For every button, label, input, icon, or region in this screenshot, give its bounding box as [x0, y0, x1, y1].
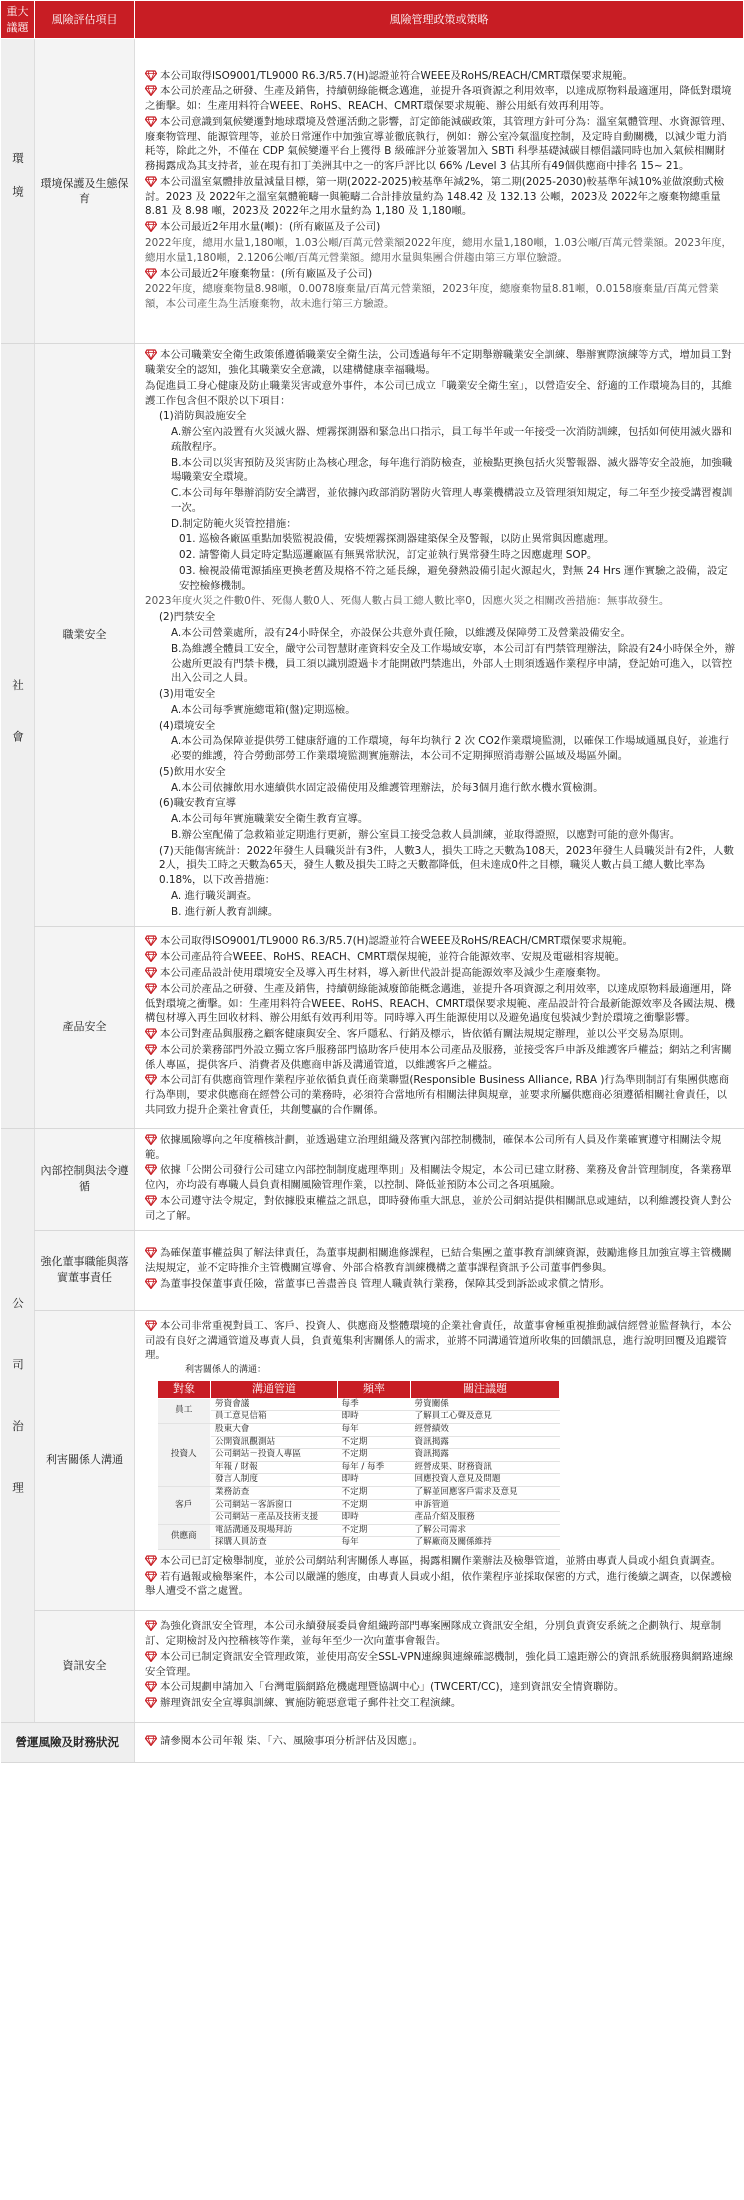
diamond-bullet-icon: [145, 1134, 157, 1145]
risk-item-stakeholder: 利害關係人溝通: [35, 1310, 135, 1610]
table-cell: 每季: [338, 1398, 411, 1411]
policy-workplace-safety: [135, 344, 744, 926]
policy-infosec: [135, 1610, 744, 1722]
diamond-bullet-icon: [145, 935, 157, 946]
table-row: [158, 1398, 560, 1411]
table-row: [158, 1486, 560, 1499]
paragraph-text: 本公司於業務部門外設立獨立客戶服務部門協助客戶使用本公司產品及服務，並接受客戶申訴及維護客戶權益；網站之利害關係人專區，提供客戶、消費者及供應商申訴及溝通管道，以維護客戶之權益。: [145, 1043, 732, 1071]
paragraph-text: 本公司產品設計使用環境安全及導入再生材料，導入新世代設計提高能源效率及減少生產廢棄物。: [160, 966, 607, 979]
policy-paragraph: [145, 1133, 736, 1163]
header-major-issue: 重大議題: [1, 1, 35, 39]
row-board: [1, 1230, 744, 1310]
policy-paragraph: [145, 115, 736, 174]
policy-paragraph: [145, 456, 736, 486]
paragraph-text: (7)天能傷害統計：2022年發生人員職災計有3件，人數3人，損失工時之天數為108天，2023年發生人員職災計有2件，人數2人，損失工時之天數為65天，發生人數及損失工時之天數都降低，但未達成0件之目標，職災人數占員工總人數比率為0.18%，以下改善措施：: [159, 844, 734, 887]
paragraph-text: 本公司於產品之研發、生產及銷售，持續朝綠能概念邁進，並提升各項資源之利用效率，以達成原物料最適運用，降低對環境之衝擊。如：生產用料符合WEEE、RoHS、REACH、CMRT環保要求規範、辦公用紙有效再利用等。: [145, 85, 732, 113]
stakeholder-header-cell: 頻率: [338, 1380, 411, 1398]
table-cell: 申訴管道: [411, 1499, 560, 1512]
risk-item-infosec: 資訊安全: [35, 1610, 135, 1722]
diamond-bullet-icon: [145, 221, 157, 232]
policy-paragraph: [145, 425, 736, 455]
diamond-bullet-icon: [145, 116, 157, 127]
diamond-bullet-icon: [145, 1044, 157, 1055]
paragraph-text: 本公司取得ISO9001/TL9000 R6.3/R5.7(H)認證並符合WEEE及RoHS/REACH/CMRT環保要求規範。: [160, 69, 633, 82]
paragraph-text: A.本公司每年實施職業安全衛生教育宣導。: [171, 813, 369, 826]
category-label: 環境: [11, 152, 26, 220]
policy-paragraph: [145, 69, 736, 84]
table-row: [158, 1499, 560, 1512]
table-row: [158, 1461, 560, 1474]
policy-paragraph: [145, 1043, 736, 1073]
table-cell: 公司網站－投資人專區: [211, 1449, 338, 1462]
policy-paragraph: [145, 517, 736, 532]
paragraph-text: A.辦公室內設置有火災滅火器、煙霧探測器和緊急出口指示，員工每半年或一年接受一次消防訓練，包括如何使用滅火器和疏散程序。: [171, 426, 732, 453]
table-cell: 即時: [338, 1512, 411, 1525]
risk-item-internal-control: 內部控制與法令遵循: [35, 1128, 135, 1230]
policy-paragraph: [145, 220, 736, 235]
policy-paragraph: [145, 765, 736, 780]
paragraph-text: B.為維護全體員工安全，嚴守公司智慧財產資料安全及工作場域安寧，本公司訂有門禁管理辦法，除設有24小時保全外，辦公處所更設有門禁卡機，員工須以識別證過卡才能開啟門禁進出，外部人士則須透過作業程序申請，登記始可進入，以管控出入公司之人員。: [171, 642, 735, 685]
policy-paragraph: [145, 687, 736, 702]
table-row: [158, 1474, 560, 1487]
stakeholder-group: 投資人: [158, 1423, 211, 1486]
paragraph-text: (5)飲用水安全: [159, 765, 226, 778]
row-workplace-safety: [1, 344, 744, 926]
diamond-bullet-icon: [145, 951, 157, 962]
paragraph-text: A.本公司依據飲用水連續供水固定設備使用及維護管理辦法，於每3個月進行飲水機水質檢測。: [171, 781, 604, 794]
table-cell: 發言人制度: [211, 1474, 338, 1487]
diamond-bullet-icon: [145, 1651, 157, 1662]
policy-paragraph: [145, 175, 736, 219]
policy-paragraph: [145, 1246, 736, 1276]
policy-paragraph: [145, 409, 736, 424]
table-cell: 不定期: [338, 1436, 411, 1449]
paragraph-text: B.辦公室配備了急救箱並定期進行更新，辦公室員工接受急救人員訓練，並取得證照，以應對可能的意外傷害。: [171, 828, 681, 841]
paragraph-text: 本公司職業安全衛生政策係遵循職業安全衛生法，公司透過每年不定期舉辦職業安全訓練、舉辦實際演練等方式，增加員工對職業安全的認知，強化其職業安全意識，以建構健康幸福職場。: [145, 349, 732, 376]
policy-paragraph: [145, 267, 736, 282]
table-cell: 股東大會: [211, 1423, 338, 1436]
table-cell: 公司網站－產品及技術支援: [211, 1512, 338, 1525]
paragraph-text: B.本公司以災害預防及災害防止為核心理念，每年進行消防檢查，並檢點更換包括火災警報器、滅火器等安全設施，加強職場職業安全環境。: [171, 456, 733, 484]
paragraph-text: 本公司產品符合WEEE、RoHS、REACH、CMRT環保規範，並符合能源效率、安規及電磁相容規範。: [160, 951, 626, 964]
paragraph-text: 本公司遵守法令規定，對依據股東權益之訊息，即時發佈重大訊息，並於公司網站提供相關訊息或連結，以利維護投資人對公司之了解。: [145, 1194, 732, 1222]
paragraph-text: (6)職安教育宣導: [159, 797, 237, 810]
paragraph-text: 為強化資訊安全管理，本公司永續發展委員會組織跨部門專案團隊成立資訊安全組，分別負責資安系統之企劃執行、規章制訂、定期檢討及內控稽核等作業，並每年至少一次向董事會報告。: [145, 1620, 722, 1648]
policy-paragraph: [145, 1734, 736, 1749]
policy-paragraph: [145, 812, 736, 827]
risk-item-env-protection: 環境保護及生態保育: [35, 39, 135, 344]
paragraph-text: 本公司最近2年用水量(噸)：(所有廠區及子公司): [160, 221, 381, 234]
category-governance: [1, 1128, 35, 1722]
risk-item-workplace-safety: 職業安全: [35, 344, 135, 926]
table-cell: 不定期: [338, 1499, 411, 1512]
paragraph-text: 本公司已訂定檢舉制度，並於公司網站利害關係人專區，揭露相關作業辦法及檢舉管道，並將由專責人員或小組負責調查。: [160, 1554, 722, 1567]
diamond-bullet-icon: [145, 85, 157, 96]
diamond-bullet-icon: [145, 1735, 157, 1746]
paragraph-text: 辦理資訊安全宣導與訓練、實施防範惡意電子郵件社交工程演練。: [160, 1697, 462, 1710]
paragraph-text: 本公司溫室氣體排放量減量目標，第一期(2022-2025)較基準年減2%，第二期(2025-2030)較基準年減10%並做滾動式檢討。2023 及 2022年之溫室氣體範疇一與範疇二合計排放量約為 148.42 及 132.13 公噸，2023及 2022年之廢棄物總重量 8.81 及 8.98 噸，2023及 2022年之用水量約為 1,180 及 1,180噸。: [145, 175, 724, 218]
policy-paragraph: [145, 1696, 736, 1711]
paragraph-text: 若有過報或檢舉案件，本公司以嚴謹的態度，由專責人員或小組，依作業程序並採取保密的方式，進行後續之調查，以保護檢舉人遭受不當之處置。: [145, 1570, 732, 1598]
policy-paragraph: [145, 594, 736, 609]
policy-env: [135, 39, 744, 344]
diamond-bullet-icon: [145, 1074, 157, 1085]
row-product-safety: [1, 926, 744, 1128]
table-cell: 每年: [338, 1423, 411, 1436]
policy-paragraph: [145, 1619, 736, 1649]
policy-paragraph: [145, 703, 736, 718]
table-cell: 了解並回應客戶需求及意見: [411, 1486, 560, 1499]
policy-paragraph: [145, 236, 736, 266]
stakeholder-header-cell: 關注議題: [411, 1380, 560, 1398]
paragraph-text: A.本公司為保障並提供勞工健康舒適的工作環境，每年均執行 2 次 CO2作業環境監測，以確保工作場域通風良好，並進行必要的維護，符合勞動部勞工作業環境監測實施辦法，本公司不定期揮照消毒辦公區域及場區外圍。: [171, 735, 729, 763]
table-row: [158, 1524, 560, 1537]
policy-paragraph: [145, 781, 736, 796]
paragraph-text: 為促進員工身心健康及防止職業災害或意外事件，本公司已成立「職業安全衛生室」，以營造安全、舒適的工作環境為目的，其維護工作包含但不限於以下項目：: [145, 379, 733, 407]
policy-paragraph: [145, 548, 736, 563]
diamond-bullet-icon: [145, 1620, 157, 1631]
diamond-bullet-icon: [145, 1247, 157, 1258]
table-cell: 不定期: [338, 1486, 411, 1499]
policy-paragraph: [145, 1163, 736, 1193]
policy-paragraph: [145, 1319, 736, 1363]
diamond-bullet-icon: [145, 1571, 157, 1582]
table-cell: 回應投資人意見及問題: [411, 1474, 560, 1487]
stakeholder-table-header: [158, 1380, 560, 1398]
table-cell: 電話溝通及現場拜訪: [211, 1524, 338, 1537]
diamond-bullet-icon: [145, 1028, 157, 1039]
category-society: [1, 344, 35, 1128]
paragraph-text: 依據「公開公司發行公司建立內部控制制度處理準則」及相關法令規定，本公司已建立財務、業務及會計管理制度，各業務單位內，亦均設有專職人員負責相關風險管理作業，以控制、降低並預防本公司之各項風險。: [145, 1164, 732, 1192]
policy-paragraph: [145, 610, 736, 625]
table-cell: 業務訪查: [211, 1486, 338, 1499]
policy-paragraph: [145, 905, 736, 920]
row-internal-control: [1, 1128, 744, 1230]
paragraph-text: 本公司訂有供應商管理作業程序並依循負責任商業聯盟(Responsible Business Alliance, RBA )行為準則制訂有集團供應商行為準則，要求供應商在經營公司的業務時，必須符合當地所有相關法律與規章，並要求所屬供應商必須遵循相關社會責任，以共同致力提升企業社會責任，共創雙贏的合作關係。: [145, 1074, 730, 1116]
table-row: [158, 1411, 560, 1424]
table-row: [158, 1436, 560, 1449]
policy-paragraph: [145, 734, 736, 764]
table-cell: 勞資會議: [211, 1398, 338, 1411]
diamond-bullet-icon: [145, 1320, 157, 1331]
paragraph-text: 本公司對產品與服務之顧客健康與安全、客戶隱私、行銷及標示，皆依循有關法規規定辦理，並以公平交易為原則。: [160, 1028, 690, 1041]
table-header: [1, 1, 744, 39]
policy-paragraph: [145, 348, 736, 378]
policy-paragraph: [145, 844, 736, 888]
table-cell: 採購人員訪查: [211, 1537, 338, 1550]
diamond-bullet-icon: [145, 967, 157, 978]
policy-paragraph: [145, 719, 736, 734]
table-row: [158, 1423, 560, 1436]
policy-paragraph: [145, 796, 736, 811]
category-label: 社會: [11, 679, 26, 783]
table-cell: 不定期: [338, 1449, 411, 1462]
policy-paragraph: [145, 84, 736, 114]
paragraph-text: 01. 巡檢各廠區重點加裝監視設備，安裝煙霧探測器建築保全及警報，以防止異常與因應處理。: [179, 533, 615, 546]
policy-paragraph: [145, 626, 736, 641]
paragraph-text: A.本公司營業處所，設有24小時保全，亦設保公共意外責任險，以維護及保障勞工及營業設備安全。: [171, 627, 631, 639]
policy-paragraph: [145, 1650, 736, 1680]
paragraph-text: 本公司規劃申請加入「台灣電腦網路危機處理暨協調中心」(TWCERT/CC)，達到資訊安全情資聯防。: [160, 1681, 625, 1694]
policy-paragraph: [145, 379, 736, 409]
table-cell: 公開資訊觀測站: [211, 1436, 338, 1449]
table-cell: 了解公司需求: [411, 1524, 560, 1537]
category-environment: [1, 39, 35, 344]
paragraph-text: 請參閱本公司年報 柒、「六、風險事項分析評估及因應」。: [160, 1734, 424, 1747]
table-cell: 每年 / 每季: [338, 1461, 411, 1474]
diamond-bullet-icon: [145, 983, 157, 994]
table-cell: 資訊揭露: [411, 1449, 560, 1462]
policy-paragraph: [145, 1277, 736, 1292]
table-cell: 產品介紹及服務: [411, 1512, 560, 1525]
risk-item-product-safety: 產品安全: [35, 926, 135, 1128]
paragraph-text: 2023年度火災之件數0件、死傷人數0人、死傷人數占員工總人數比率0，因應火災之相關改善措施：無事故發生。: [145, 595, 670, 608]
paragraph-text: (3)用電安全: [159, 688, 216, 701]
policy-paragraph: [145, 1570, 736, 1600]
table-cell: 公司網站－客訴窗口: [211, 1499, 338, 1512]
header-policy: 風險管理政策或策略: [135, 1, 744, 39]
paragraph-text: A.本公司每季實施總電箱(盤)定期巡檢。: [171, 703, 356, 716]
paragraph-text: (4)環境安全: [159, 719, 216, 732]
policy-paragraph: [145, 1027, 736, 1042]
policy-paragraph: [145, 828, 736, 843]
row-stakeholder: [1, 1310, 744, 1610]
table-cell: 即時: [338, 1411, 411, 1424]
row-operations: [1, 1722, 744, 1762]
paragraph-text: 本公司已制定資訊安全管理政策，並使用高安全SSL-VPN連線與連線確認機制，強化員工遠距辦公的資訊系統服務與網路連線安全管理。: [145, 1650, 734, 1678]
policy-paragraph: [145, 982, 736, 1026]
stakeholder-table-title: 利害關係人的溝通：: [185, 1365, 267, 1376]
table-cell: 了解員工心聲及意見: [411, 1411, 560, 1424]
diamond-bullet-icon: [145, 176, 157, 187]
policy-stakeholder: [135, 1310, 744, 1610]
policy-paragraph: [145, 1680, 736, 1695]
table-cell: 即時: [338, 1474, 411, 1487]
stakeholder-table: [157, 1380, 560, 1550]
table-row: [158, 1512, 560, 1525]
paragraph-text: 本公司於產品之研發、生產及銷售，持續朝綠能減廢節能概念邁進，並提升各項資源之利用效率，以達成原物料最適運用，降低對環境之衝擊。如：生產用料符合WEEE、RoHS、REACH、CMRT環保要求規範、產品設計符合最新能源效率及各國法規、機構包材導入再生回收材料、辦公用紙有效再利用等。同時導入再生能源使用以及避免過度包裝減少對於環境之衝擊影響。: [145, 982, 735, 1025]
table-cell: 經營成果、財務資訊: [411, 1461, 560, 1474]
table-cell: 每年: [338, 1537, 411, 1550]
policy-operations: [135, 1722, 744, 1762]
paragraph-text: C.本公司每年舉辦消防安全講習，並依據內政部消防署防火管理人專業機構設立及管理須知規定，每二年至少接受講習複訓一次。: [171, 487, 733, 514]
table-cell: 年報 / 財報: [211, 1461, 338, 1474]
diamond-bullet-icon: [145, 1697, 157, 1708]
diamond-bullet-icon: [145, 1195, 157, 1206]
risk-item-board: 強化董事職能與落實董事責任: [35, 1230, 135, 1310]
policy-paragraph: [145, 889, 736, 904]
paragraph-text: 本公司最近2年廢棄物量：(所有廠區及子公司): [160, 267, 373, 280]
row-infosec: [1, 1610, 744, 1722]
diamond-bullet-icon: [145, 1278, 157, 1289]
table-cell: 員工意見信箱: [211, 1411, 338, 1424]
policy-board: [135, 1230, 744, 1310]
policy-paragraph: [145, 950, 736, 965]
policy-internal-control: [135, 1128, 744, 1230]
row-environment: [1, 39, 744, 344]
paragraph-text: 02. 請警衛人員定時定點巡邏廠區有無異常狀況，訂定並執行異常發生時之因應處理 SOP。: [179, 549, 598, 562]
paragraph-text: (2)門禁安全: [159, 611, 216, 624]
table-row: [158, 1449, 560, 1462]
policy-paragraph: [145, 532, 736, 547]
diamond-bullet-icon: [145, 1681, 157, 1692]
category-operations: 營運風險及財務狀況: [1, 1722, 135, 1762]
paragraph-text: 本公司非常重視對員工、客戶、投資人、供應商及整體環境的企業社會責任，故董事會極重視推動誠信經營並監督執行，本公司設有良好之溝通管道及專責人員，負責蒐集利害關係人的需求，並將不同溝通管道所收集的回饋訊息，進行說明回覆及追蹤管理。: [145, 1319, 732, 1362]
policy-paragraph: [145, 966, 736, 981]
diamond-bullet-icon: [145, 70, 157, 81]
table-cell: 勞資關係: [411, 1398, 560, 1411]
paragraph-text: D.制定防範火災管控措施：: [171, 517, 297, 530]
policy-paragraph: [145, 282, 736, 312]
paragraph-text: 本公司意識到氣候變遷對地球環境及營運活動之影響，訂定節能減碳政策，其管理方針可分為：溫室氣體管理、水資源管理、廢棄物管理、能源管理等，並於日常運作中加強宣導並徹底執行，例如：辦公室冷氣溫度控制，及定時自動關機，以減少電力消耗等，除此之外，不僅在 CDP 氣候變遷平台上獲得 B 級確評分並簽署加入 SBTi 科學基礎減碳目標倡議同時也加入氣候相關財務揭露成為其支持者，並在現有扣丁美洲其中之一的客戶評比以 66% /Level 3 佔其所有49個供應商中排名 15~ 21。: [145, 115, 732, 173]
policy-paragraph: [145, 1194, 736, 1224]
diamond-bullet-icon: [145, 268, 157, 279]
policy-paragraph: [145, 1554, 736, 1569]
paragraph-text: 為確保董事權益與了解法律責任，為董事規劃相關進修課程，已結合集團之董事教育訓練資源，鼓勵進修且加強宣導主管機關法規規定，並不定時推介主管機關宣導會、外部合格教育訓練機構之董事課程資訊予公司董事們參與。: [145, 1247, 732, 1275]
paragraph-text: (1)消防與設施安全: [159, 410, 247, 423]
paragraph-text: 為董事投保董事責任險，當董事已善盡善良 管理人職責執行業務，保障其受到訴訟或求償之情形。: [160, 1277, 611, 1290]
paragraph-text: B. 進行新人教育訓練。: [171, 905, 279, 918]
diamond-bullet-icon: [145, 1164, 157, 1175]
table-cell: 經營績效: [411, 1423, 560, 1436]
stakeholder-group: 員工: [158, 1398, 211, 1423]
paragraph-text: 依據風險導向之年度稽核計劃，並透過建立治理組織及落實內部控制機制，確保本公司所有人員及作業確實遵守相關法令規範。: [145, 1133, 722, 1161]
policy-paragraph: [145, 1073, 736, 1117]
table-row: [158, 1537, 560, 1550]
category-label: 公司治理: [11, 1296, 26, 1543]
stakeholder-group: 客戶: [158, 1486, 211, 1524]
policy-paragraph: [145, 642, 736, 686]
table-cell: 不定期: [338, 1524, 411, 1537]
stakeholder-header-cell: 對象: [158, 1380, 211, 1398]
policy-paragraph: [145, 934, 736, 949]
diamond-bullet-icon: [145, 1555, 157, 1566]
stakeholder-header-cell: 溝通管道: [211, 1380, 338, 1398]
stakeholder-group: 供應商: [158, 1524, 211, 1549]
policy-paragraph: [145, 486, 736, 516]
diamond-bullet-icon: [145, 349, 157, 360]
paragraph-text: 2022年度，總廢棄物量8.98噸，0.0078廢棄量/百萬元營業額，2023年度，總廢棄物量8.81噸，0.0158廢棄量/百萬元營業額，本公司產生為生活廢棄物，故未進行第三方驗證。: [145, 283, 719, 311]
paragraph-text: 03. 檢視設備電源插座更換老舊及規格不符之延長線，避免發熱設備引起火源起火，對無 24 Hrs 運作實驗之設備，設定安控檢修機制。: [179, 564, 728, 592]
table-cell: 資訊揭露: [411, 1436, 560, 1449]
paragraph-text: A. 進行職災調查。: [171, 890, 258, 903]
paragraph-text: 2022年度，總用水量1,180噸，1.03公噸/百萬元營業額2022年度，總用水量1,180噸，1.03公噸/百萬元營業額。2023年度，總用水量1,180噸，2.1206公噸/百萬元營業額。總用水量與集團合併趨由第三方單位驗證。: [145, 237, 732, 264]
policy-paragraph: [145, 564, 736, 594]
table-cell: 了解廠商及關係維持: [411, 1537, 560, 1550]
paragraph-text: 本公司取得ISO9001/TL9000 R6.3/R5.7(H)認證並符合WEEE及RoHS/REACH/CMRT環保要求規範。: [160, 935, 633, 948]
policy-product-safety: [135, 926, 744, 1128]
header-risk-item: 風險評估項目: [35, 1, 135, 39]
